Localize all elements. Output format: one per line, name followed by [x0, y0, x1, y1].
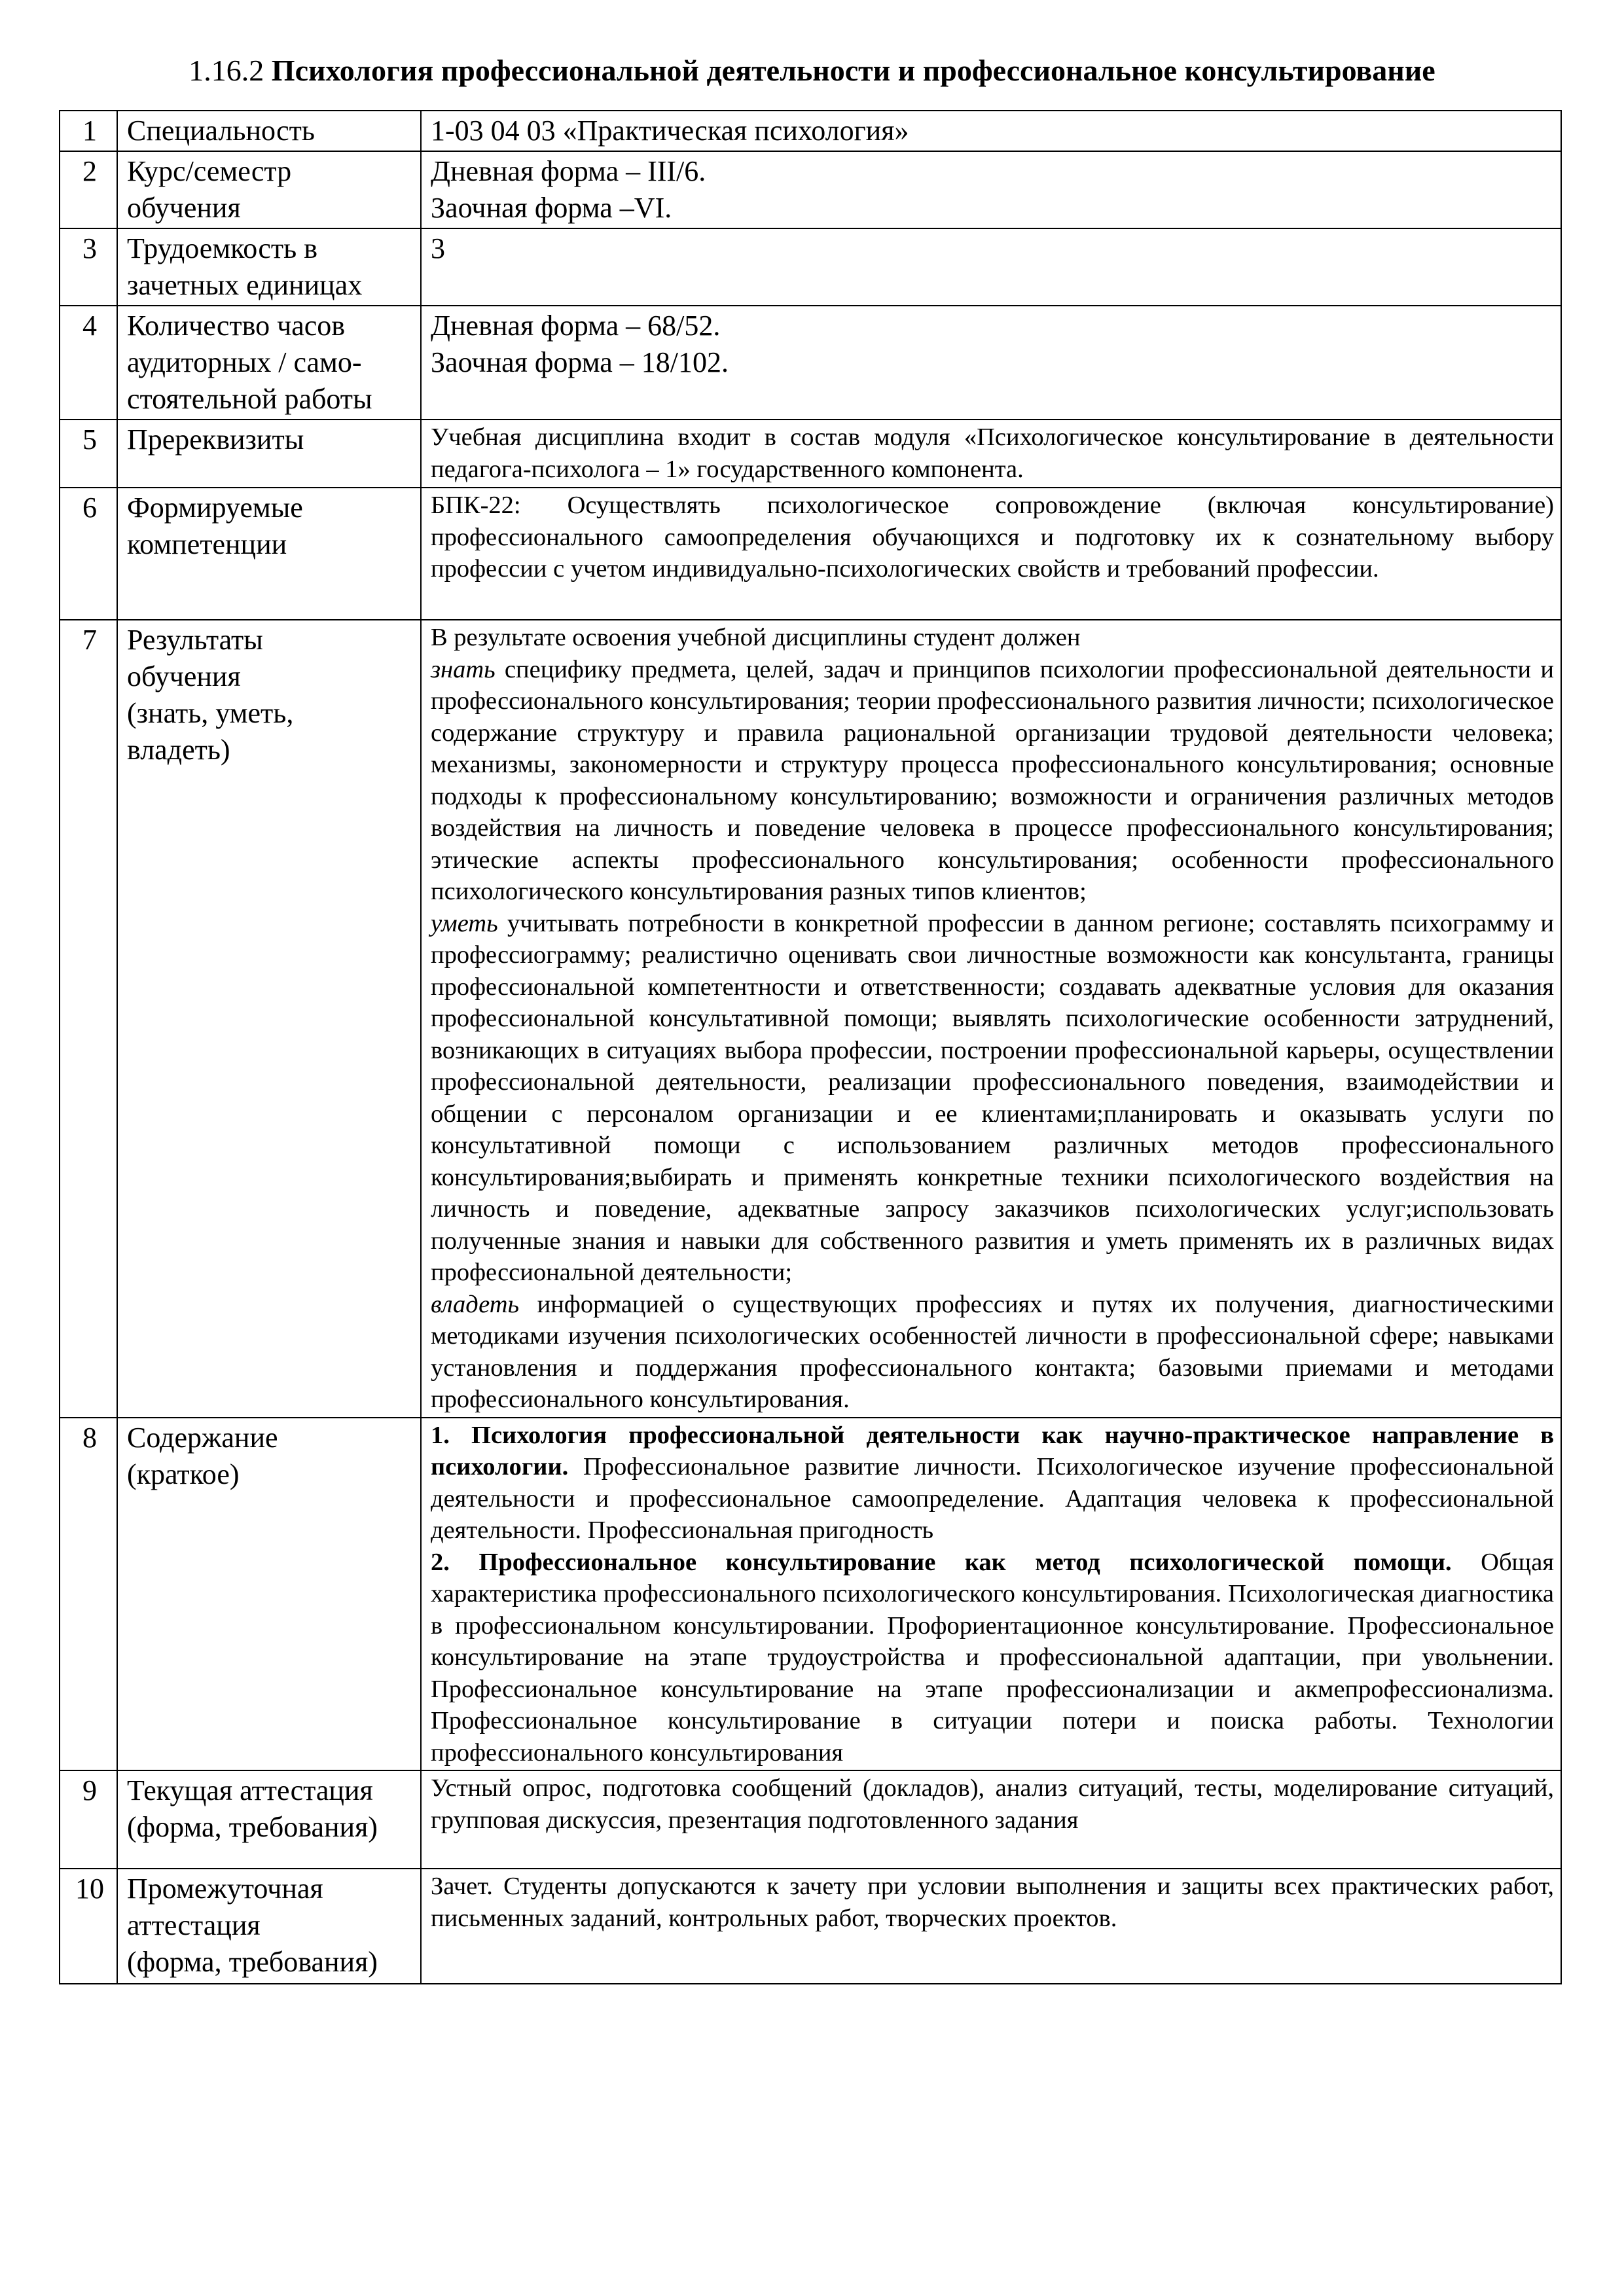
know-text: специфику предмета, целей, задач и принципов психологии профессиональной деятельности и профессионального консультирования; теории профессионального развития личности; психологическое содержание структуру и правила рациональной организации трудовой деятельности человека; механизмы, закономерности и структуру процесса профессионального консультирования; основные подходы к профессиональному консультированию; возможности и ограничения различных методов воздействия на личность и поведение человека в процессе профессионального консультирования; этические аспекты профессионального консультирования; особенности профессионального психологического консультирования разных типов клиентов;: [431, 655, 1554, 905]
table-row: [60, 111, 1561, 151]
row-label: [117, 151, 421, 228]
label-line: Промежуточная: [127, 1873, 323, 1905]
table-row: [60, 420, 1561, 488]
table-row: [60, 306, 1561, 420]
content-section-1: [431, 1420, 1554, 1547]
label-line: владеть): [127, 734, 230, 766]
row-label: [117, 228, 421, 306]
label-line: Результаты: [127, 624, 263, 656]
label-line: компетенции: [127, 528, 287, 560]
row-number: 4: [60, 306, 117, 420]
table-row: [60, 1869, 1561, 1984]
discipline-card-table: [59, 110, 1562, 1984]
know-keyword: знать: [431, 655, 496, 683]
table-row: [60, 1770, 1561, 1869]
label-line: (краткое): [127, 1458, 240, 1490]
row-label: [117, 488, 421, 620]
section-2-heading: 2. Профессиональное консультирование как метод психологической помощи.: [431, 1548, 1452, 1576]
value-line: Дневная форма – III/6.: [431, 155, 706, 187]
value-line: 1-03 04 03 «Практическая психология»: [431, 115, 909, 147]
table-row: [60, 1418, 1561, 1771]
row-number: 6: [60, 488, 117, 620]
label-line: стоятельной работы: [127, 383, 372, 415]
title-number: 1.16.2: [189, 54, 264, 87]
row-number: 5: [60, 420, 117, 488]
row-value: [421, 306, 1561, 420]
row-number: 2: [60, 151, 117, 228]
can-text: учитывать потребности в конкретной профессии в данном регионе; составлять психограмму и профессиограмму; реалистично оценивать свои личностные возможности как консультанта, границы профессиональной компетентности и ответственности; создавать адекватные условия для оказания профессиональной консультативной помощи; выявлять психологические особенности затруднений, возникающих в ситуациях выбора профессии, построении профессиональной карьеры, осуществлении профессиональной деятельности, реализации профессионального поведения, взаимодействии и общении с персоналом организации и ее клиентами;планировать и оказывать услуги по консультативной помощи с использованием различных методов профессионального консультирования;выбирать и применять конкретные техники психологического воздействия на личность и поведение, адекватные запросу заказчиков психологических услуг;использовать полученные знания и навыки для собственного развития и уметь применять их в различных видах профессиональной деятельности;: [431, 909, 1554, 1286]
value-line: 3: [431, 232, 445, 264]
label-line: аттестация: [127, 1909, 261, 1941]
row-value: БПК-22: Осуществлять психологическое сопровождение (включая консультирование) профессионального самоопределения обучающихся и подготовку их к сознательному выбору профессии с учетом индивидуально-психологических свойств и требований профессии.: [421, 488, 1561, 620]
row-number: 8: [60, 1418, 117, 1771]
label-line: (форма, требования): [127, 1811, 378, 1843]
row-label: [117, 620, 421, 1418]
own-keyword: владеть: [431, 1290, 520, 1318]
table-row: [60, 228, 1561, 306]
label-line: Содержание: [127, 1421, 278, 1454]
row-label: Специальность: [117, 111, 421, 151]
row-value: Зачет. Студенты допускаются к зачету при условии выполнения и защиты всех практических работ, письменных заданий, контрольных работ, творческих проектов.: [421, 1869, 1561, 1984]
label-line: обучения: [127, 660, 241, 692]
row-number: 1: [60, 111, 117, 151]
row-value: [421, 228, 1561, 306]
label-line: Количество часов: [127, 310, 346, 342]
row-number: 3: [60, 228, 117, 306]
table-row: [60, 488, 1561, 620]
section-1-heading: 1. Психология профессиональной деятельности как научно-практическое направление в психологии.: [431, 1421, 1554, 1480]
title-text: Психология профессиональной деятельности и профессиональное консультирование: [271, 54, 1435, 87]
own-text: информацией о существующих профессиях и путях их получения, диагностическими методиками изучения психологических особенностей личности в профессиональной сфере; навыками установления и поддержания профессионального контакта; базовыми приемами и методами профессионального консультирования.: [431, 1290, 1554, 1413]
row-number: 9: [60, 1770, 117, 1869]
row-label: [117, 306, 421, 420]
row-label: [117, 1418, 421, 1771]
value-line: Заочная форма –VI.: [431, 192, 672, 224]
label-line: Трудоемкость в: [127, 232, 317, 264]
row-number: 7: [60, 620, 117, 1418]
page-title: [0, 51, 1624, 90]
can-keyword: уметь: [431, 909, 498, 937]
row-value: Устный опрос, подготовка сообщений (докладов), анализ ситуаций, тесты, моделирование ситуаций, групповая дискуссия, презентация подготовленного задания: [421, 1770, 1561, 1869]
learning-outcomes-intro: В результате освоения учебной дисциплины студент должен: [431, 624, 1081, 651]
row-value: [421, 1418, 1561, 1771]
label-line: (знать, уметь,: [127, 697, 294, 729]
section-1-text: Профессиональное развитие личности. Психологическое изучение профессиональной деятельности и профессиональное самоопределение. Адаптация человека к профессиональной деятельности. Профессиональная пригодность: [431, 1453, 1554, 1544]
label-line: обучения: [127, 192, 241, 224]
outcome-can: [431, 908, 1554, 1289]
table-row: [60, 151, 1561, 228]
label-line: аудиторных / само-: [127, 346, 362, 378]
row-label: [117, 1869, 421, 1984]
outcome-own: [431, 1289, 1554, 1416]
row-value: [421, 151, 1561, 228]
label-line: (форма, требования): [127, 1946, 378, 1978]
row-value: Учебная дисциплина входит в состав модуля «Психологическое консультирование в деятельности педагога-психолога – 1» государственного компонента.: [421, 420, 1561, 488]
label-line: Текущая аттестация: [127, 1774, 373, 1806]
section-2-text: Общая характеристика профессионального психологического консультирования. Психологическая диагностика в профессиональном консультировании. Профориентационное консультирование. Профессиональное консультирование на этапе трудоустройства и профессиональной адаптации, при увольнении. Профессиональное консультирование на этапе профессионализации и акмепрофессионализма. Профессиональное консультирование в ситуации потери и поиска работы. Технологии профессионального консультирования: [431, 1548, 1554, 1767]
row-label: [117, 1770, 421, 1869]
row-value: [421, 620, 1561, 1418]
value-line: Заочная форма – 18/102.: [431, 346, 729, 378]
row-value: [421, 111, 1561, 151]
content-section-2: [431, 1547, 1554, 1769]
row-number: 10: [60, 1869, 117, 1984]
row-label: Пререквизиты: [117, 420, 421, 488]
label-line: зачетных единицах: [127, 269, 363, 301]
label-line: Формируемые: [127, 492, 303, 524]
value-line: Дневная форма – 68/52.: [431, 310, 721, 342]
label-line: Курс/семестр: [127, 155, 292, 187]
outcome-know: [431, 654, 1554, 908]
table-row: [60, 620, 1561, 1418]
